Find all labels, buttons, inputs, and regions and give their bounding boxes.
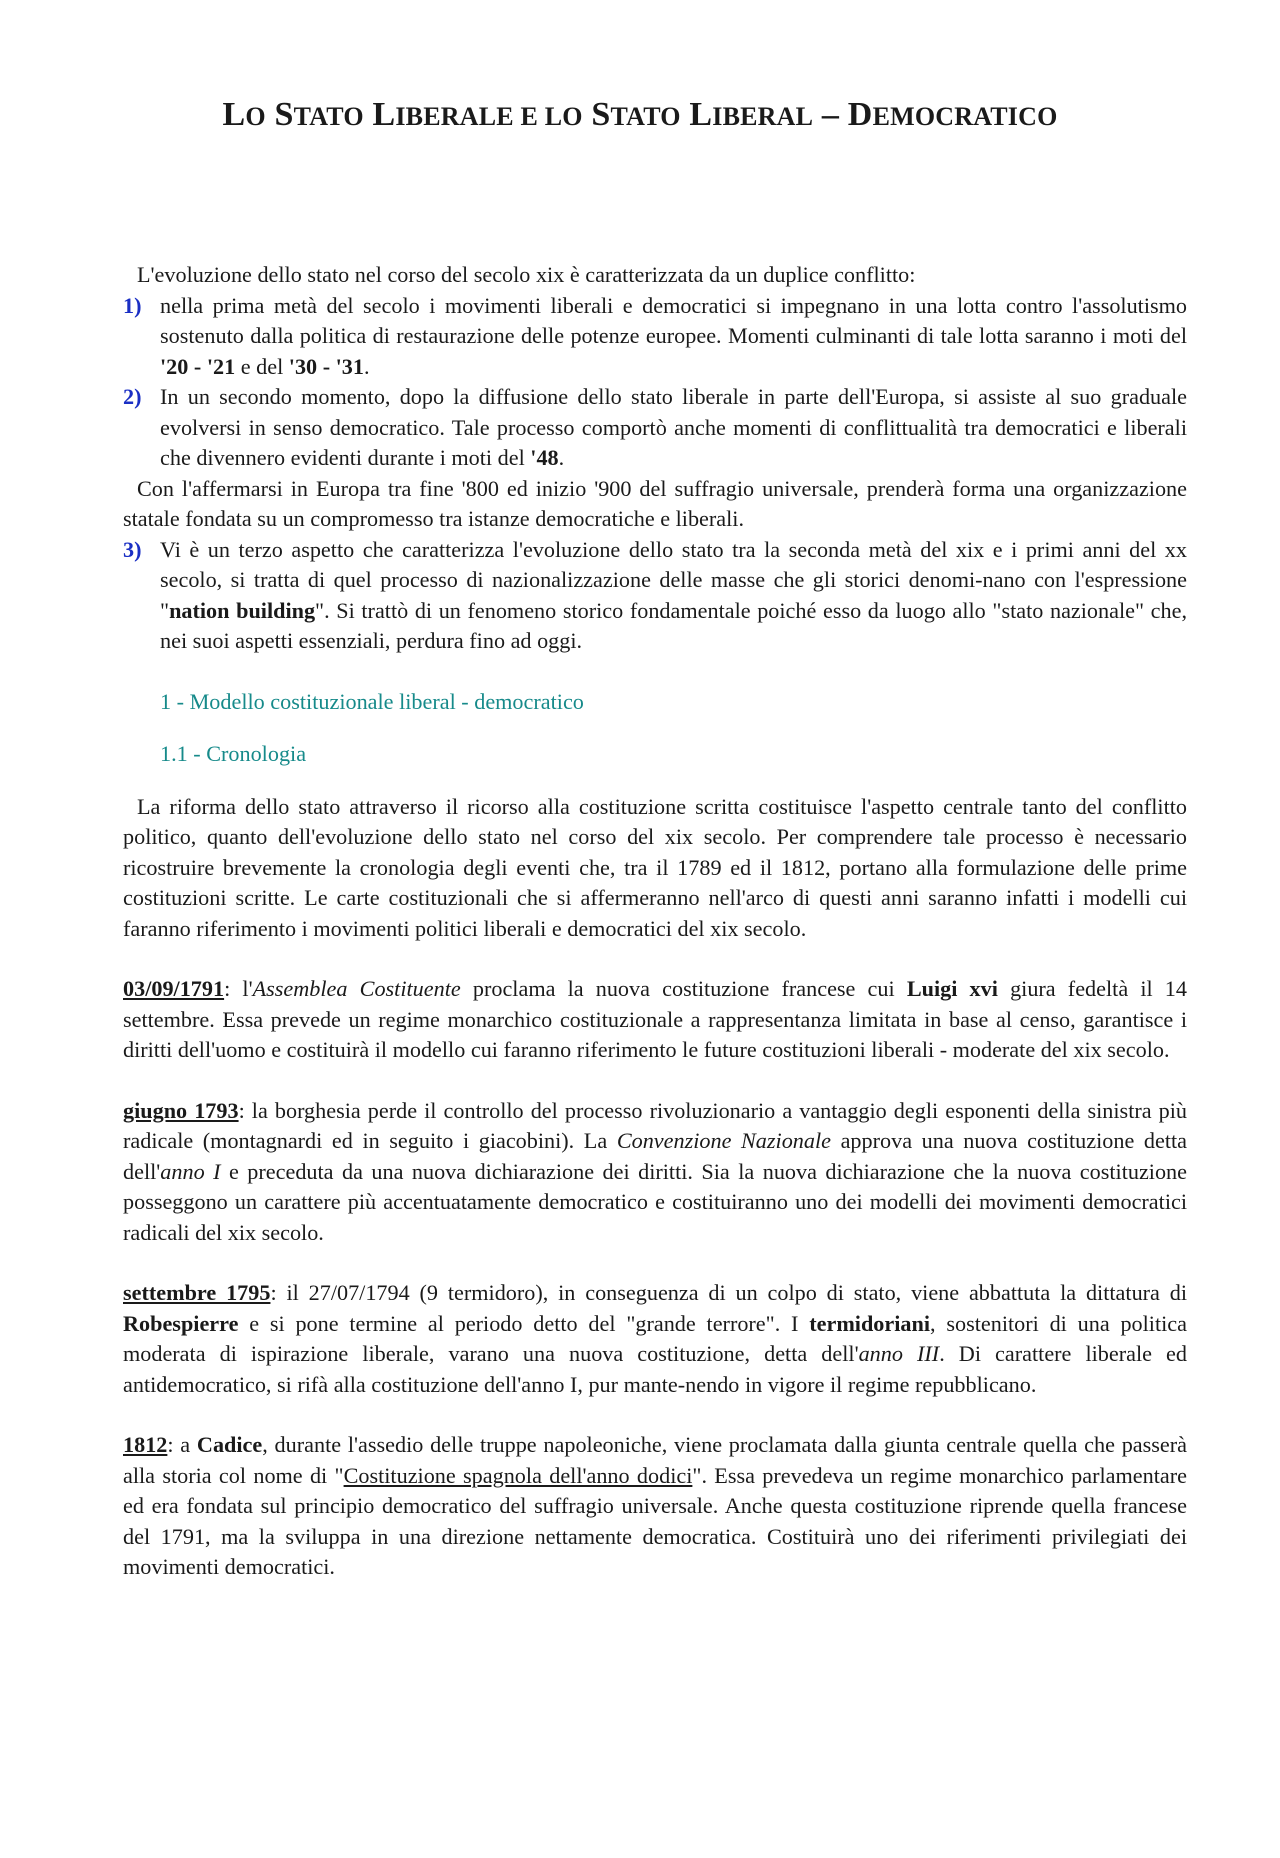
entry-text: : il 27/07/1794 (9 termidoro), in conseguenza di un colpo di stato, viene abbattuta la dittatura di bbox=[270, 1280, 1187, 1305]
title-part: L bbox=[689, 96, 713, 133]
entry-date: settembre 1795 bbox=[123, 1280, 271, 1305]
list-text: . bbox=[363, 353, 370, 379]
title-part: O bbox=[245, 102, 266, 131]
entry-text: : l' bbox=[224, 976, 253, 1001]
entry-text: e si pone termine al periodo detto del "grande terrore". I bbox=[238, 1310, 810, 1336]
section-heading: 1 - Modello costituzionale liberal - democratico bbox=[160, 688, 584, 714]
list-text: ". Si trattò di un fenomeno storico fondamentale poiché esso da luogo allo "stato nazionale" che, nei suoi aspetti essenziali, perdura fino ad oggi. bbox=[160, 597, 1187, 653]
entry-date: 03/09/1791 bbox=[123, 976, 225, 1001]
italic-text: anno I bbox=[160, 1158, 221, 1184]
intro-paragraph: L'evoluzione dello stato nel corso del secolo xix è caratterizzata da un duplice conflitto: bbox=[137, 262, 916, 287]
entry-date: 1812 bbox=[123, 1432, 168, 1457]
title-part: S bbox=[274, 96, 294, 133]
entry-text: : la borghesia perde il controllo del processo rivoluzionario a vantaggio degli esponenti della sinistra più radicale (montagnardi ed in seguito i giacobini). La bbox=[123, 1097, 1188, 1153]
entry-text: , durante l'assedio delle truppe napoleoniche, viene proclamata dalla giunta centrale quella che passerà alla storia col nome di " bbox=[123, 1432, 1187, 1488]
list-item-2 bbox=[123, 382, 1187, 474]
underlined-text: Costituzione spagnola dell'anno dodici bbox=[343, 1462, 693, 1488]
title-part: L bbox=[372, 96, 396, 133]
list-number: 3) bbox=[123, 536, 142, 562]
bold-text: Luigi xvi bbox=[906, 976, 998, 1001]
italic-text: anno III bbox=[858, 1341, 940, 1366]
entry-1812 bbox=[123, 1430, 1187, 1583]
list-number: 2) bbox=[123, 384, 142, 409]
document-title bbox=[0, 96, 1280, 134]
list-item-1 bbox=[123, 291, 1187, 383]
bold-text: Robespierre bbox=[123, 1310, 239, 1336]
entry-text: : a bbox=[167, 1432, 197, 1457]
bold-text: termidoriani bbox=[809, 1310, 931, 1336]
subsection-heading: 1.1 - Cronologia bbox=[160, 741, 307, 766]
title-part: S bbox=[591, 96, 611, 133]
entry-text: , sostenitori di una politica moderata di ispirazione liberale, varano una nuova costituzione, detta dell' bbox=[123, 1310, 1187, 1366]
bold-text: '30 - '31 bbox=[288, 353, 364, 379]
title-part: TATO bbox=[293, 102, 364, 131]
list-text: nella prima metà del secolo i movimenti liberali e democratici si impegnano in una lotta contro l'assolutismo sostenuto dalla politica di restaurazione delle potenze europee. Momenti culminanti di tale lotta saranno i moti del bbox=[160, 292, 1187, 348]
entry-text: ". Essa prevedeva un regime monarchico parlamentare ed era fondata sul principio democratico del suffragio universale. Anche questa costituzione riprende quella francese del 1791, ma la sviluppa in una direzione nettamente democratica. Costituirà uno dei riferimenti privilegiati dei movimenti democratici. bbox=[123, 1462, 1187, 1579]
title-part: D bbox=[847, 96, 873, 133]
entry-text: approva una nuova costituzione detta dell' bbox=[123, 1128, 1187, 1184]
list-text: e del bbox=[235, 353, 289, 379]
title-part: IBERAL bbox=[712, 102, 814, 131]
bold-text: nation building bbox=[169, 597, 316, 623]
title-part: – bbox=[821, 96, 840, 133]
title-part: EMOCRATICO bbox=[872, 102, 1058, 131]
title-part: TATO bbox=[610, 102, 681, 131]
list-text: Vi è un terzo aspetto che caratterizza l'evoluzione dello stato tra la seconda metà del xix e i primi anni del xx secolo, si tratta di quel processo di nazionalizzazione delle masse che gli storici denomi-nano con l'espressione " bbox=[160, 536, 1187, 623]
entry-text: . Di carattere liberale ed antidemocratico, si rifà alla costituzione dell'anno I, pur mante-nendo in vigore il regime repubblicano. bbox=[123, 1341, 1187, 1397]
title-part: IBERALE E LO bbox=[395, 102, 583, 131]
title-part: L bbox=[222, 96, 246, 133]
entry-text: e preceduta da una nuova dichiarazione dei diritti. Sia la nuova dichiarazione che la nuova costituzione posseggono un carattere più accentuatamente democratico e costituiranno uno dei modelli dei movimenti democratici radicali del xix secolo. bbox=[123, 1158, 1188, 1245]
list-item-3 bbox=[123, 535, 1187, 657]
list-text: In un secondo momento, dopo la diffusione dello stato liberale in parte dell'Europa, si assiste al suo graduale evolversi in senso democratico. Tale processo comportò anche momenti di conflittualità tra democratici e liberali che divennero evidenti durante i moti del bbox=[160, 384, 1187, 470]
bold-text: '48 bbox=[530, 445, 559, 470]
bold-text: Cadice bbox=[196, 1432, 263, 1457]
entry-text: proclama la nuova costituzione francese cui bbox=[460, 976, 907, 1001]
riforma-paragraph: La riforma dello stato attraverso il ricorso alla costituzione scritta costituisce l'aspetto centrale tanto del conflitto politico, quanto dell'evoluzione dello stato nel corso del xix secolo. Per comprendere tale processo è necessario ricostruire brevemente la cronologia degli eventi che, tra il 1789 ed il 1812, portano alla formulazione delle prime costituzioni scritte. Le carte costituzionali che si affermeranno nell'arco di questi anni saranno infatti i modelli cui faranno riferimento i movimenti politici liberali e democratici del xix secolo. bbox=[123, 793, 1187, 941]
suffragio-paragraph: Con l'affermarsi in Europa tra fine '800 ed inizio '900 del suffragio universale, prenderà forma una organizzazione statale fondata su un compromesso tra istanze democratiche e liberali. bbox=[123, 475, 1187, 531]
italic-text: Assemblea Costituente bbox=[252, 976, 461, 1001]
entry-text: giura fedeltà il 14 settembre. Essa prevede un regime monarchico costituzionale a rappresentanza limitata in base al censo, garantisce i diritti dell'uomo e costituirà il modello cui faranno riferimento le future costituzioni liberali - moderate del xix secolo. bbox=[123, 976, 1187, 1062]
entry-1795 bbox=[123, 1278, 1187, 1400]
entry-1793 bbox=[123, 1096, 1187, 1249]
bold-text: '20 - '21 bbox=[160, 353, 236, 379]
document-body bbox=[123, 260, 1187, 1583]
entry-date: giugno 1793 bbox=[123, 1097, 239, 1123]
list-text: . bbox=[558, 445, 565, 470]
italic-text: Convenzione Nazionale bbox=[616, 1128, 831, 1153]
list-number: 1) bbox=[123, 292, 142, 318]
entry-1791 bbox=[123, 974, 1187, 1066]
